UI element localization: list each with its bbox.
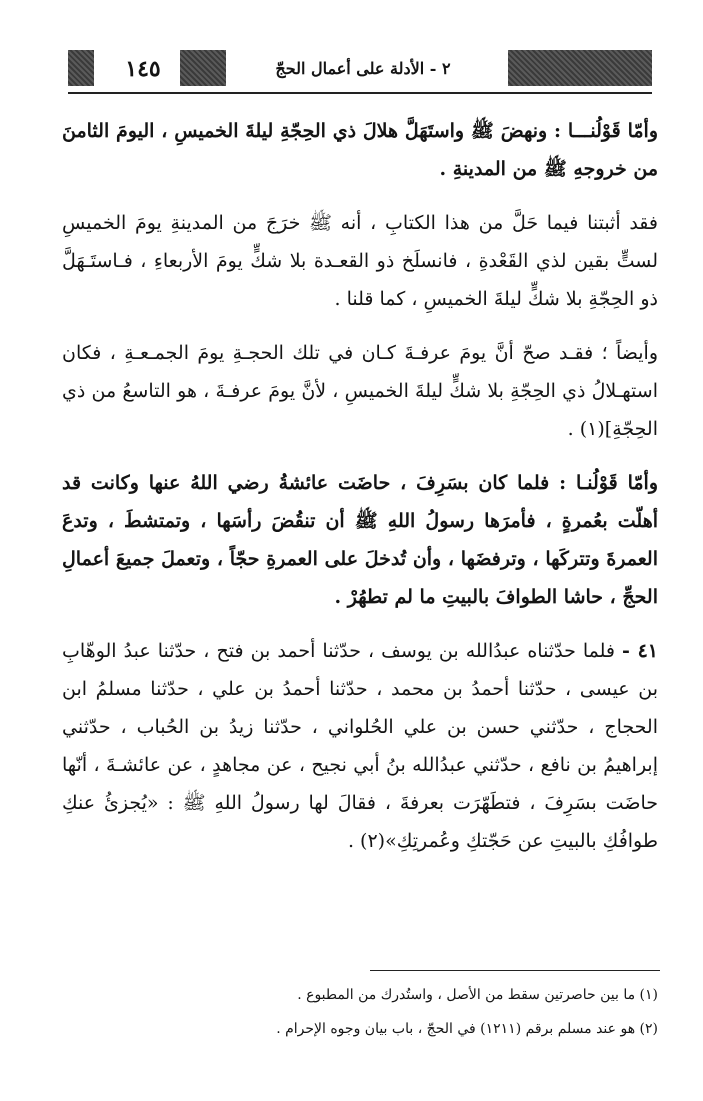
- main-text: [62, 112, 658, 876]
- footnote-1: (١) ما بين حاصرتين سقط من الأصل ، واستُدرك من المطبوع .: [297, 987, 658, 1003]
- footnote-rule: [370, 970, 660, 971]
- footnote-2: (٢) هو عند مسلم برقم (١٢١١) في الحجّ ، باب بيان وجوه الإحرام .: [276, 1021, 658, 1037]
- paragraph-4: [62, 464, 658, 616]
- page-number: ١٤٥: [125, 56, 161, 82]
- paragraph-2: [62, 204, 658, 318]
- header-rule: [68, 92, 652, 94]
- paragraph-text: فلما كان بسَرِفَ ، حاضَت عائشةُ رضي اللهُ عنها وكانت قد أهلّت بعُمرةٍ ، فأمرَها رسولُ اللهِ ﷺ أن تنقُضَ رأسَها ، وتمتشطَ ، وتدعَ العمرةَ وتتركَها ، وترفضَها ، وأن تُدخلَ على العمرةِ حجّاً ، وتعملَ جميعَ أعمالِ الحجِّ ، حاشا الطوافَ بالبيتِ ما لم تطهُرْ .: [62, 472, 658, 608]
- paragraph-3: [62, 334, 658, 448]
- paragraph-lead: وأمّا قَوْلُنـــا :: [554, 120, 658, 142]
- paragraph-lead: وأمّا قَوْلُنـا :: [559, 472, 658, 494]
- footnotes: [62, 980, 658, 1048]
- page-header: [68, 48, 652, 88]
- paragraph-text: ونهضَ ﷺ واستَهَلَّ هلالَ ذي الحِجّةِ ليلةَ الخميسِ ، اليومَ الثامنَ من خروجهِ ﷺ من المدينةِ .: [62, 120, 658, 180]
- paragraph-text: وأيضاً ؛ فقـد صحّ أنَّ يومَ عرفـةَ كـان في تلك الحجـةِ يومَ الجمـعـةِ ، فكان استهـلالُ ذي الحِجّةِ بلا شكٍّ ليلةَ الخميسِ ، لأنَّ يومَ عرفـةَ ، هو التاسعُ من ذي الحِجّةِ](١) .: [62, 342, 658, 440]
- header-ornament-right: [508, 50, 652, 86]
- header-ornament-left: [68, 50, 94, 86]
- paragraph-text: فقد أثبتنا فيما حَلَّ من هذا الكتابِ ، أنه ﷺ خرَجَ من المدينةِ يومَ الخميسِ لستٍّ بقين لذي القَعْدةِ ، فانسلَخ ذو القعـدة بلا شكٍّ يومَ الأربعاءِ ، فـاستَـهَلَّ ذو الحِجّةِ بلا شكٍّ ليلةَ الخميسِ ، كما قلنا .: [62, 212, 658, 310]
- running-title: ٢ - الأدلة على أعمال الحجّ: [275, 59, 451, 78]
- hadith-number: ٤١ -: [622, 640, 658, 662]
- paragraph-5: [62, 632, 658, 860]
- paragraph-1: [62, 112, 658, 188]
- header-ornament-middle: [180, 50, 226, 86]
- paragraph-text: فلما حدّثناه عبدُالله بن يوسف ، حدّثنا أحمد بن فتح ، حدّثنا عبدُ الوهّابِ بن عيسى ، حدّثنا أحمدُ بن محمد ، حدّثنا أحمدُ بن علي ، حدّثنا مسلمُ ابن الحجاج ، حدّثني حسن بن علي الحُلواني ، حدّثنا زيدُ بن الحُباب ، حدّثني إبراهيمُ بن نافع ، حدّثني عبدُالله بنُ أبي نجيح ، عن مجاهدٍ ، عن عائشـةَ ، أنّها حاضَت بسَرِفَ ، فتطَهّرَت بعرفةَ ، فقالَ لها رسولُ اللهِ ﷺ : «يُجزئُ عنكِ طوافُكِ بالبيتِ عن حَجّتكِ وعُمرتِكِ»(٢) .: [62, 640, 658, 852]
